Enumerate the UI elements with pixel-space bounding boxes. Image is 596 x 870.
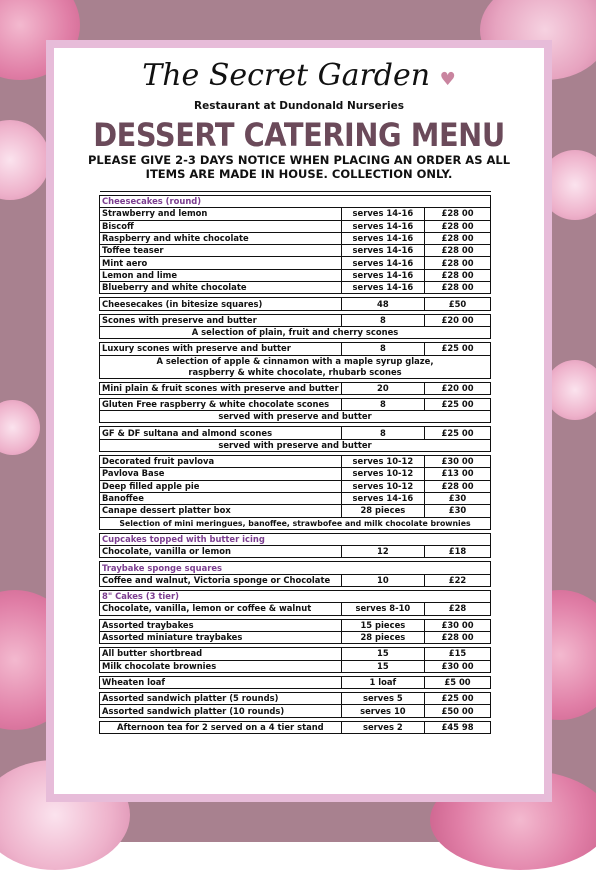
section-heading: Traybake sponge squares	[100, 562, 491, 574]
item-serves: serves 14-16	[341, 282, 424, 294]
section-heading-row	[100, 562, 491, 574]
item-name: Pavlova Base	[100, 468, 342, 480]
flower-decoration	[545, 360, 596, 420]
table-row	[100, 314, 491, 326]
item-name: Blueberry and white chocolate	[100, 282, 342, 294]
note-row	[100, 355, 491, 378]
order-notice: PLEASE GIVE 2-3 DAYS NOTICE WHEN PLACING AN ORDER AS ALL ITEMS ARE MADE IN HOUSE. COLLECTION ONLY.	[87, 153, 511, 181]
item-price: £28 00	[425, 480, 491, 492]
item-price: £45 98	[425, 721, 491, 733]
section-heading: 8" Cakes (3 tier)	[100, 591, 491, 603]
item-serves: serves 10	[341, 705, 424, 717]
heart-icon: ♥	[439, 69, 456, 90]
item-name: Biscoff	[100, 220, 342, 232]
item-note: served with preserve and butter	[100, 439, 491, 451]
section-heading-row	[100, 533, 491, 545]
item-name: Gluten Free raspberry & white chocolate scones	[100, 398, 342, 410]
item-name: Toffee teaser	[100, 245, 342, 257]
note-row	[100, 411, 491, 423]
menu-table	[99, 191, 491, 734]
item-serves: 8	[341, 427, 424, 439]
item-serves: 48	[341, 298, 424, 310]
logo	[54, 58, 544, 93]
section-heading-row	[100, 591, 491, 603]
item-name: Cheesecakes (in bitesize squares)	[100, 298, 342, 310]
table-row	[100, 220, 491, 232]
item-price: £28 00	[425, 220, 491, 232]
table-row	[100, 427, 491, 439]
item-name: Mint aero	[100, 257, 342, 269]
item-price: £50	[425, 298, 491, 310]
flower-decoration	[0, 400, 40, 455]
section-heading: Cupcakes topped with butter icing	[100, 533, 491, 545]
item-serves: serves 8-10	[341, 603, 424, 615]
item-price: £25 00	[425, 427, 491, 439]
table-row	[100, 208, 491, 220]
item-name: Assorted traybakes	[100, 619, 342, 631]
table-row	[100, 298, 491, 310]
item-serves: 12	[341, 546, 424, 558]
item-price: £20 00	[425, 382, 491, 394]
table-row	[100, 505, 491, 517]
item-serves: serves 14-16	[341, 208, 424, 220]
item-price: £25 00	[425, 398, 491, 410]
subtitle: Restaurant at Dundonald Nurseries	[194, 100, 404, 112]
table-row	[100, 480, 491, 492]
item-name: Lemon and lime	[100, 269, 342, 281]
item-price: £15	[425, 648, 491, 660]
table-row	[100, 269, 491, 281]
note-row	[100, 326, 491, 338]
table-row	[100, 631, 491, 643]
item-serves: serves 14-16	[341, 269, 424, 281]
note-row	[100, 517, 491, 529]
table-row	[100, 603, 491, 615]
item-price: £28 00	[425, 631, 491, 643]
item-name: Assorted sandwich platter (10 rounds)	[100, 705, 342, 717]
table-row	[100, 343, 491, 355]
item-price: £28 00	[425, 257, 491, 269]
table-row	[100, 619, 491, 631]
item-name: Chocolate, vanilla or lemon	[100, 546, 342, 558]
item-serves: 28 pieces	[341, 631, 424, 643]
table-row	[100, 382, 491, 394]
item-price: £13 00	[425, 468, 491, 480]
item-serves: 8	[341, 314, 424, 326]
table-row	[100, 492, 491, 504]
item-serves: serves 14-16	[341, 232, 424, 244]
item-serves: serves 14-16	[341, 245, 424, 257]
section-heading: Cheesecakes (round)	[100, 196, 491, 208]
table-row	[100, 245, 491, 257]
item-serves: serves 10-12	[341, 480, 424, 492]
item-note: served with preserve and butter	[100, 411, 491, 423]
item-name: Canape dessert platter box	[100, 505, 342, 517]
item-name: All butter shortbread	[100, 648, 342, 660]
item-price: £22	[425, 574, 491, 586]
item-price: £28 00	[425, 208, 491, 220]
item-name: Milk chocolate brownies	[100, 660, 342, 672]
item-name: Assorted miniature traybakes	[100, 631, 342, 643]
item-price: £30	[425, 505, 491, 517]
table-row	[100, 282, 491, 294]
table-row	[100, 468, 491, 480]
item-serves: 1 loaf	[341, 676, 424, 688]
item-note: A selection of apple & cinnamon with a maple syrup glaze, raspberry & white chocolate, rhubarb scones	[100, 355, 491, 378]
flower-decoration	[0, 120, 50, 200]
page-title: DESSERT CATERING MENU	[93, 116, 505, 154]
item-serves: 20	[341, 382, 424, 394]
item-price: £30 00	[425, 660, 491, 672]
item-serves: serves 2	[341, 721, 424, 733]
item-serves: 28 pieces	[341, 505, 424, 517]
table-row	[100, 648, 491, 660]
item-name: Wheaten loaf	[100, 676, 342, 688]
item-serves: serves 10-12	[341, 456, 424, 468]
table-row	[100, 693, 491, 705]
item-note: A selection of plain, fruit and cherry scones	[100, 326, 491, 338]
item-name: GF & DF sultana and almond scones	[100, 427, 342, 439]
item-price: £5 00	[425, 676, 491, 688]
item-name: Mini plain & fruit scones with preserve and butter	[100, 382, 342, 394]
item-serves: serves 14-16	[341, 257, 424, 269]
item-name: Deep filled apple pie	[100, 480, 342, 492]
item-name: Coffee and walnut, Victoria sponge or Chocolate	[100, 574, 342, 586]
item-serves: serves 14-16	[341, 220, 424, 232]
item-price: £30	[425, 492, 491, 504]
item-name: Afternoon tea for 2 served on a 4 tier stand	[100, 721, 342, 733]
item-price: £25 00	[425, 343, 491, 355]
item-serves: 15 pieces	[341, 619, 424, 631]
item-name: Raspberry and white chocolate	[100, 232, 342, 244]
note-row	[100, 439, 491, 451]
table-row	[100, 574, 491, 586]
item-serves: 15	[341, 648, 424, 660]
item-serves: serves 14-16	[341, 492, 424, 504]
item-name: Strawberry and lemon	[100, 208, 342, 220]
item-serves: 8	[341, 343, 424, 355]
item-name: Luxury scones with preserve and butter	[100, 343, 342, 355]
table-row	[100, 660, 491, 672]
item-name: Banoffee	[100, 492, 342, 504]
table-row	[100, 257, 491, 269]
table-row	[100, 721, 491, 733]
item-note: Selection of mini meringues, banoffee, strawbofee and milk chocolate brownies	[100, 517, 491, 529]
item-name: Chocolate, vanilla, lemon or coffee & walnut	[100, 603, 342, 615]
item-price: £28 00	[425, 245, 491, 257]
table-row	[100, 456, 491, 468]
item-price: £18	[425, 546, 491, 558]
table-row	[100, 546, 491, 558]
table-row	[100, 705, 491, 717]
item-price: £28 00	[425, 232, 491, 244]
item-price: £28 00	[425, 282, 491, 294]
item-price: £30 00	[425, 456, 491, 468]
item-name: Assorted sandwich platter (5 rounds)	[100, 693, 342, 705]
item-serves: serves 10-12	[341, 468, 424, 480]
item-name: Decorated fruit pavlova	[100, 456, 342, 468]
item-price: £20 00	[425, 314, 491, 326]
item-price: £28	[425, 603, 491, 615]
menu-panel	[54, 48, 544, 794]
item-serves: serves 5	[341, 693, 424, 705]
item-price: £28 00	[425, 269, 491, 281]
section-heading-row	[100, 196, 491, 208]
item-serves: 8	[341, 398, 424, 410]
table-row	[100, 398, 491, 410]
table-row	[100, 232, 491, 244]
item-price: £50 00	[425, 705, 491, 717]
item-serves: 15	[341, 660, 424, 672]
item-name: Scones with preserve and butter	[100, 314, 342, 326]
table-row	[100, 676, 491, 688]
item-serves: 10	[341, 574, 424, 586]
logo-text: The Secret Garden	[142, 58, 431, 93]
item-price: £30 00	[425, 619, 491, 631]
item-price: £25 00	[425, 693, 491, 705]
